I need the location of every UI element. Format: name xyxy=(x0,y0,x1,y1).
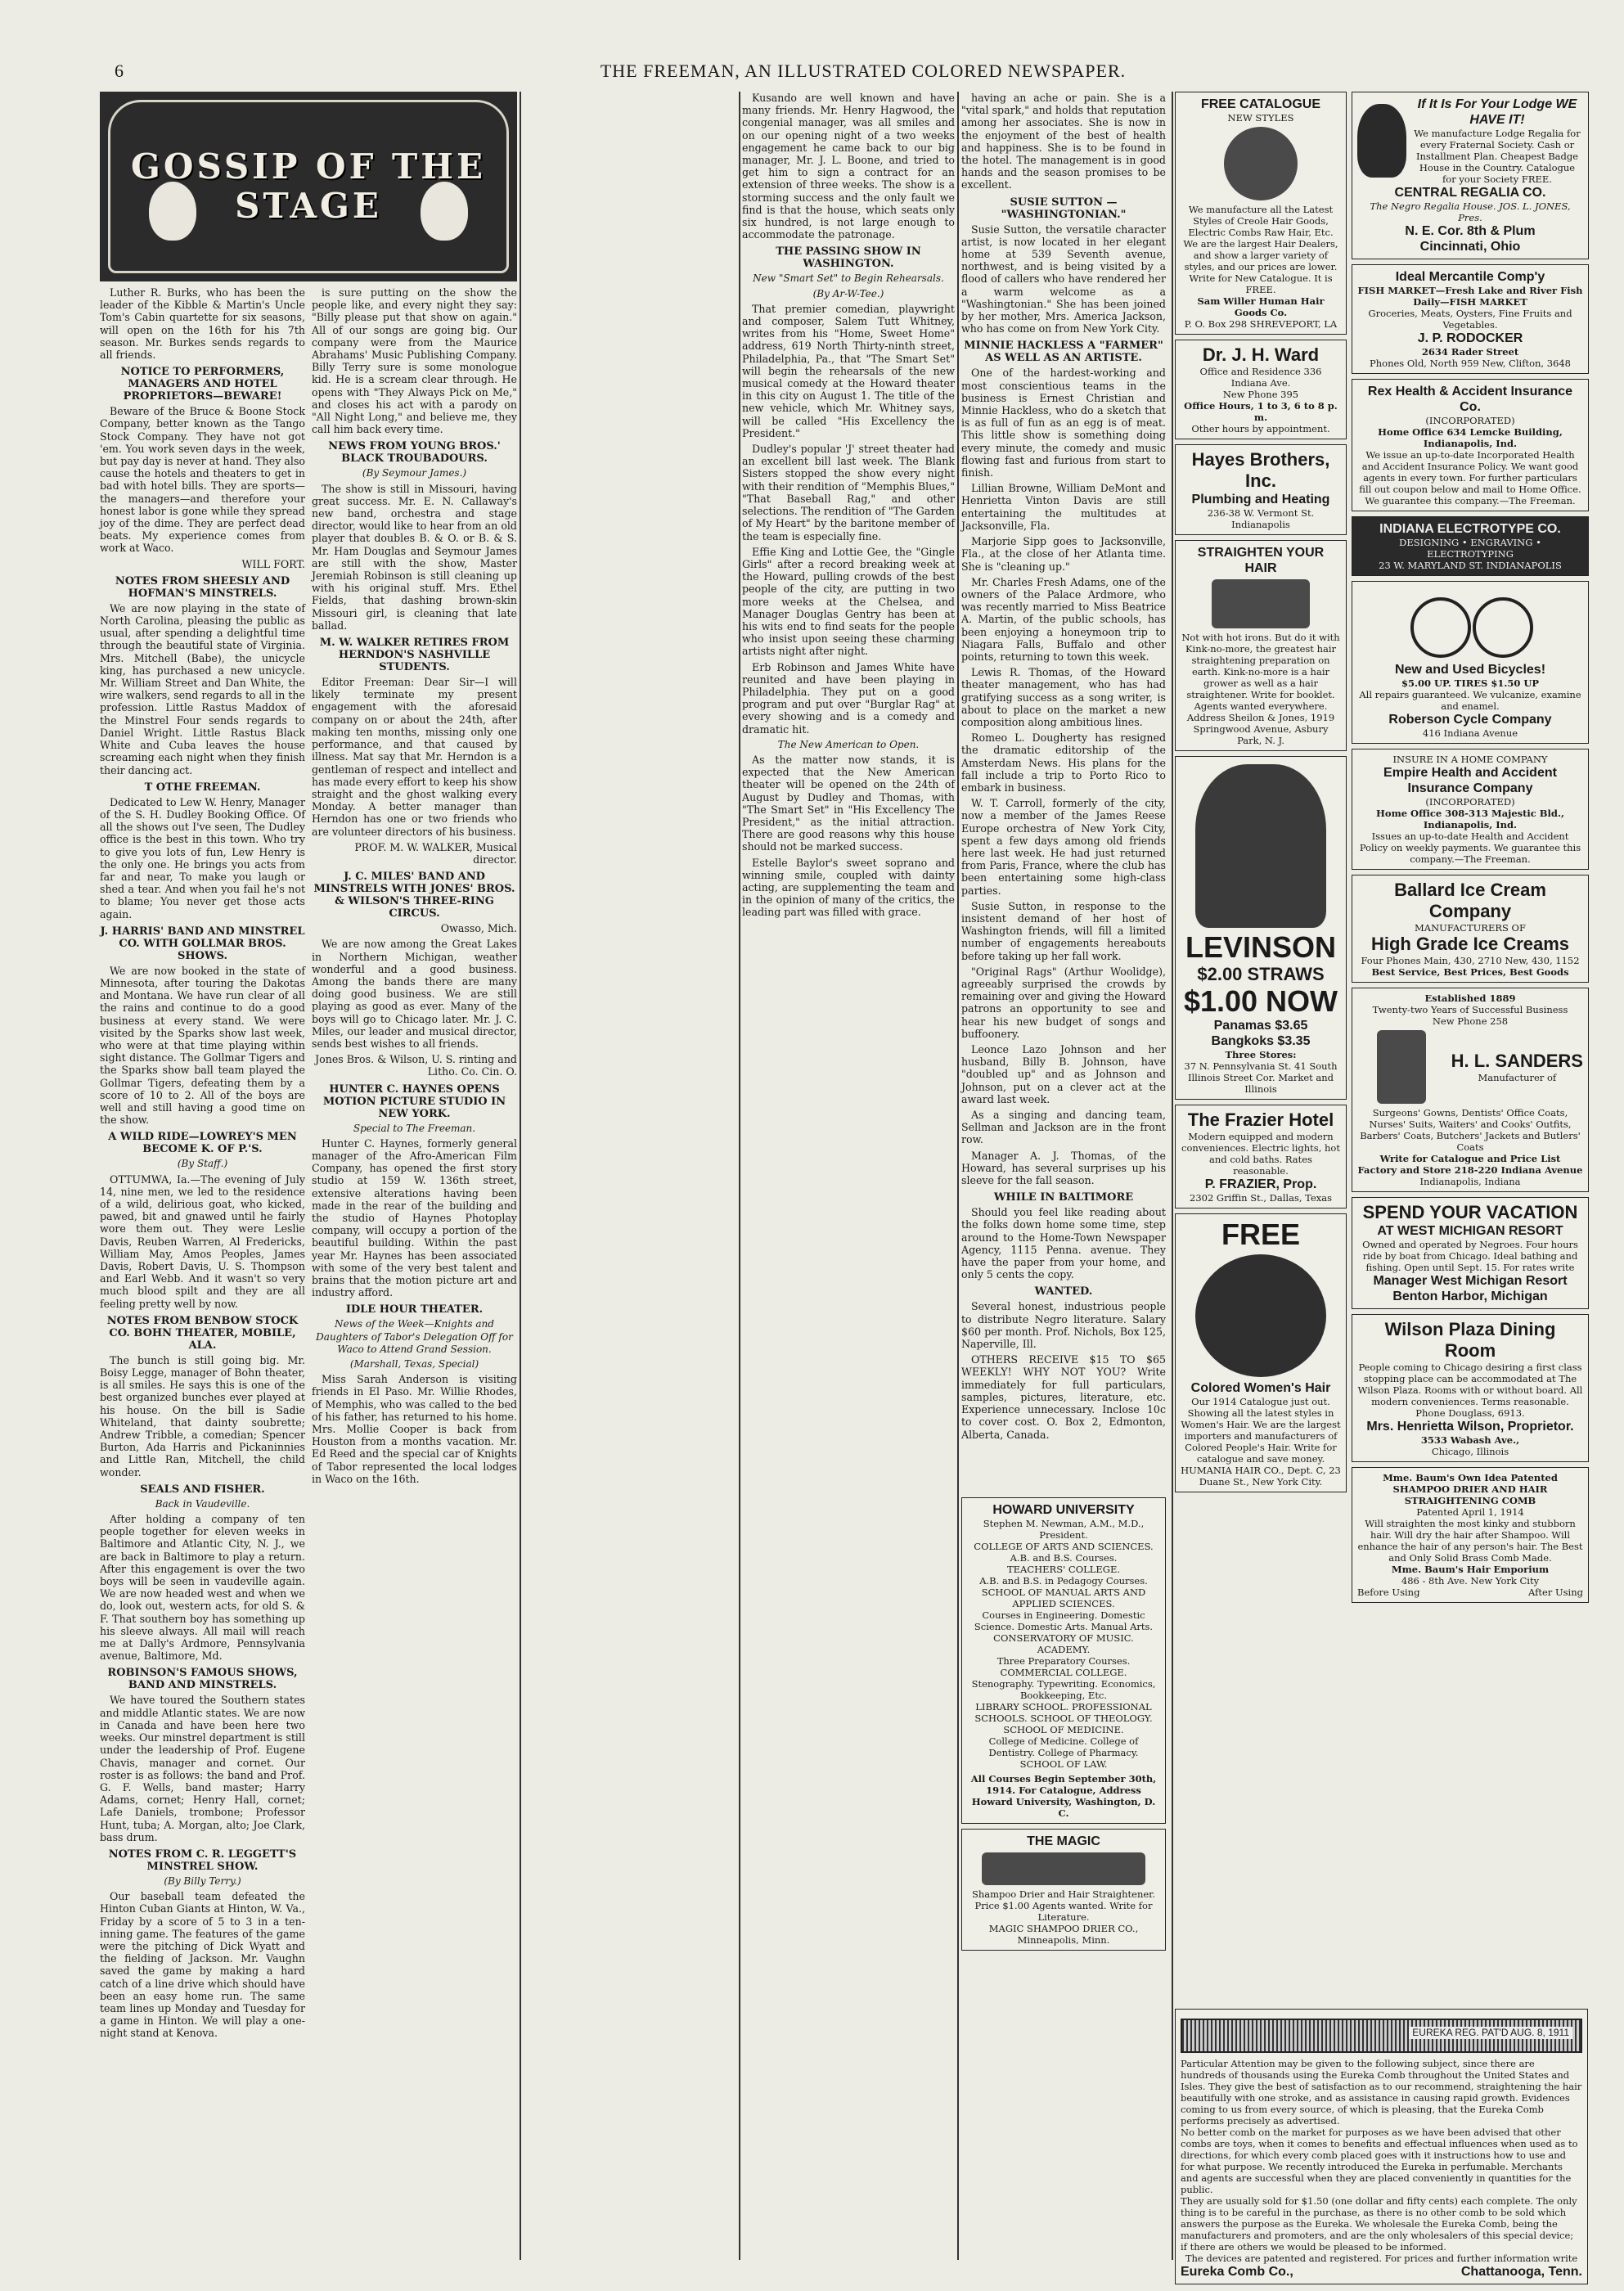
article-body: Editor Freeman: Dear Sir—I will likely terminate my present engagement with the aforesaid company on or about the 24th, after making ten months, missing only one performance, and that caused by illness. Mat say that Mr. Herndon is a gentleman of respect and intellect and has made every effort to keep his show straight and the ghost walking every Monday. A better manager than Herndon has one or two friends who are volunteer directors of his business. xyxy=(312,676,517,838)
ad-text: Groceries, Meats, Oysters, Fine Fruits and Vegetables. xyxy=(1368,308,1572,331)
eureka-comb-section xyxy=(1175,2009,1588,2279)
ad-patent: The devices are patented and registered. For prices and further information write xyxy=(1185,2253,1578,2264)
ad-title: INDIANA ELECTROTYPE CO. xyxy=(1379,522,1561,536)
article-lead: having an ache or pain. She is a "vital spark," and holds that reputation among her associates. She is now in the enjoyment of the best of health and happiness. She is to be found in the hotel. The management is in good hands and the season promises to be excellent. xyxy=(961,92,1166,191)
article-body: Estelle Baylor's sweet soprano and winning smile, coupled with dainty acting, are supplementing the team and in the opinion of many of the critics, the leading part was filled with grace. xyxy=(742,856,955,919)
ballard-ice-cream-ad xyxy=(1352,875,1589,983)
frazier-hotel-ad xyxy=(1175,1105,1347,1209)
ad-city: Benton Harbor, Michigan xyxy=(1392,1290,1548,1304)
ad-text: They are usually sold for $1.50 (one dollar and fifty cents) each complete. The only thing is to be careful in the purchase, as there is no other comb to be sold which answers the purpose as the Eureka. We wholesale the Eureka Comb, being the manufacturers and promoters, and are the only wholesalers of this special device; if there are others we would be pleased to be informed. xyxy=(1181,2195,1577,2253)
ad-address: Office and Residence 336 Indiana Ave. xyxy=(1199,366,1322,389)
ad-text: Shampoo Drier and Hair Straightener. Price $1.00 Agents wanted. Write for Literature. xyxy=(971,1888,1156,1923)
ad-footer: All Courses Begin September 30th, 1914. For Catalogue, Address Howard University, Washington, D. C. xyxy=(970,1773,1157,1819)
sanders-uniforms-ad xyxy=(1352,988,1589,1192)
magic-shampoo-ad xyxy=(961,1829,1166,1951)
ad-text: Surgeons' Gowns, Dentists' Office Coats, Nurses' Suits, Waiters' and Cooks' Outfits, Barbers' Coats, Butchers' Jackets and Butlers' Coats xyxy=(1360,1107,1581,1154)
ad-subtitle: AT WEST MICHIGAN RESORT xyxy=(1377,1224,1563,1239)
ad-address: 37 N. Pennsylvania St. 41 South Illinois Street Cor. Market and Illinois xyxy=(1184,1060,1338,1095)
comb-label: EUREKA REG. PAT'D AUG. 8, 1911 xyxy=(1409,2027,1572,2039)
ad-company: CENTRAL REGALIA CO. xyxy=(1394,186,1546,200)
article-body: Susie Sutton, in response to the insistent demand of her host of Washington friends, will fill a limited number of engagements hereabouts before taking up her fall work. xyxy=(961,899,1166,962)
headline: NOTES FROM SHEESLY AND HOFMAN'S MINSTRELS. xyxy=(115,574,290,600)
indiana-electrotype-ad xyxy=(1352,516,1589,576)
ads-col-b xyxy=(1352,92,1589,2260)
gossip-section xyxy=(100,92,517,2260)
ad-address: P. O. Box 298 SHREVEPORT, LA xyxy=(1184,318,1338,330)
ad-text: Other hours by appointment. xyxy=(1191,423,1330,434)
headline: NOTES FROM BENBOW STOCK CO. BOHN THEATER, MOBILE, ALA. xyxy=(106,1314,299,1352)
ad-company: MAGIC SHAMPOO DRIER CO., Minneapolis, Minn. xyxy=(988,1923,1139,1946)
subhead: Special to The Freeman. xyxy=(353,1122,476,1134)
headline: ROBINSON'S FAMOUS SHOWS, BAND AND MINSTRELS. xyxy=(107,1667,298,1692)
bicycle-icon xyxy=(1409,586,1532,659)
column-4-ads-bottom xyxy=(961,1497,1166,2258)
article-body: We are now booked in the state of Minnesota, after touring the Dakotas and Montana. We have run clear of all the rains and continue to do a good business at every stand. We were visited by the Sparks show last week, who were at that time playing within sight distance. The Gollmar Tigers and the Sparks show ball team played the Gollmar Tigers, defeating them by a score of 10 to 2. All of the boys are well and still having a good time on the show. xyxy=(100,964,305,1127)
article-body: Our baseball team defeated the Hinton Cuban Giants at Hinton, W. Va., Friday by a score of 5 to 3 in a ten-inning game. The features of the game were the pitching of Dick Wyatt and the fielding of Jackson. Mr. Vaughn saved the game by making a hard catch of a line drive which should have been an easy home run. The same team lines up Monday and Tuesday for a game in Hinton. We will play a one-night stand at Kenova. xyxy=(100,1890,305,2040)
banner-title: GOSSIP OF THE STAGE xyxy=(130,146,487,226)
ad-title: H. L. SANDERS xyxy=(1451,1051,1583,1072)
subhead: The New American to Open. xyxy=(777,738,920,750)
ad-caption: Colored Women's Hair xyxy=(1190,1381,1331,1395)
ad-hours: Office Hours, 1 to 3, 6 to 8 p. m. xyxy=(1184,400,1338,423)
article-body: We have toured the Southern states and middle Atlantic states. We are now in Canada and have been here two weeks. Our minstrel department is still under the leadership of Prof. Eugene Chavis, manager and cornet. Our roster is as follows: the band and Prof. G. F. Wells, band master; Harry Adams, cornet; Henry Hall, cornet; Lafe Daniels, trombone; Professor Hunt, tuba; A. Morgan, alto; Joe Clark, bass drum. xyxy=(100,1694,305,1843)
free-hair-ad xyxy=(1175,1213,1347,1492)
dateline: Owasso, Mich. xyxy=(440,922,517,935)
ad-city: Chattanooga, Tenn. xyxy=(1460,2265,1582,2279)
woman-hair-portrait-icon xyxy=(1195,1254,1326,1377)
ad-product: High Grade Ice Creams xyxy=(1370,934,1570,955)
ad-title: Mme. Baum's Own Idea Patented xyxy=(1383,1472,1558,1484)
ad-line: COMMERCIAL COLLEGE. xyxy=(1000,1667,1127,1678)
levinson-hats-ad xyxy=(1175,756,1347,1100)
straighten-hair-ad xyxy=(1175,540,1347,751)
headline: SUSIE SUTTON — "WASHINGTONIAN." xyxy=(1001,196,1127,221)
ad-title: Ideal Mercantile Comp'y xyxy=(1395,270,1545,284)
ad-line: COLLEGE OF ARTS AND SCIENCES. xyxy=(974,1541,1154,1552)
article-body: Romeo L. Dougherty has resigned the dramatic editorship of the Amsterdam News. His plans for the fall include a trip to Porto Rico to embark in business. xyxy=(961,731,1166,794)
ad-text: Will straighten the most kinky and stubborn hair. Will dry the hair after Shampoo. Will enhance the hair of any person's hair. The Best and Only Solid Brass Comb Made. xyxy=(1357,1518,1583,1564)
ad-subtitle: MANUFACTURERS OF xyxy=(1415,922,1526,934)
headline: T OTHE FREEMAN. xyxy=(144,781,261,794)
ad-line: Three Preparatory Courses. xyxy=(996,1655,1131,1667)
ad-line: CONSERVATORY OF MUSIC. ACADEMY. xyxy=(993,1632,1134,1655)
article-body: Lewis R. Thomas, of the Howard theater management, who has had gratifying success as a song writer, is about to place on the market a new composition along ambitious lines. xyxy=(961,666,1166,728)
subhead: Back in Vaudeville. xyxy=(155,1497,250,1510)
ad-address: N. E. Cor. 8th & Plum xyxy=(1405,224,1536,238)
column-3 xyxy=(742,92,955,2260)
headline: HUNTER C. HAYNES OPENS MOTION PICTURE STUDIO IN NEW YORK. xyxy=(322,1082,506,1120)
article-body: Mr. Charles Fresh Adams, one of the owners of the Palace Ardmore, who was recently married to Miss Beatrice A. Martin, of the public schools, has been enjoying a honeymoon trip to Niagara Falls, Buffalo and other points, returning to town this week. xyxy=(961,575,1166,663)
ad-kicker: INSURE IN A HOME COMPANY xyxy=(1392,754,1548,766)
article-body: "Original Rags" (Arthur Woolidge), agreeably surprised the crowds by remaining over and giving the Howard patrons an opportunity to see and hear his new budget of songs and buffoonery. xyxy=(961,965,1166,1040)
ad-guarantee: We guarantee this company.—The Freeman. xyxy=(1365,495,1576,506)
ad-price-new: $1.00 NOW xyxy=(1183,984,1338,1018)
ad-subtitle: Plumbing and Heating xyxy=(1191,493,1330,506)
headline: WANTED. xyxy=(1034,1285,1093,1299)
ad-office: Home Office 634 Lemcke Building, Indianapolis, Ind. xyxy=(1378,426,1563,449)
column-rule xyxy=(520,92,521,2260)
ad-title: Hayes Brothers, Inc. xyxy=(1191,449,1330,491)
after-label: After Using xyxy=(1528,1587,1583,1599)
ad-text: People coming to Chicago desiring a first class stopping place can be accommodated at The Wilson Plaza. Rooms with or without board. All modern conveniences. Terms reasonable. Phone Douglass, 6913. xyxy=(1357,1362,1583,1420)
empire-insurance-ad xyxy=(1352,749,1589,870)
article-body: Lillian Browne, William DeMont and Henrietta Vinton Davis are still entertaining the multitudes at Jacksonville, Fla. xyxy=(961,482,1166,532)
ad-text: We manufacture Lodge Regalia for every Fraternal Society. Cash or Installment Plan. Cheapest Badge House in the Country. Catalogue for your Society FREE. xyxy=(1414,128,1581,185)
ad-catalogue: Write for Catalogue and Price List xyxy=(1379,1153,1561,1165)
ad-address: 2634 Rader Street xyxy=(1421,346,1519,358)
ad-text: We manufacture all the Latest Styles of Creole Hair Goods, Electric Combs Raw Hair, Etc. We are the largest Hair Dealers, and show a larger variety of styles, and our prices are lower. Write for New Catalogue. It is FREE. xyxy=(1183,204,1338,295)
drier-illustration-icon xyxy=(982,1852,1145,1885)
ad-line: LIBRARY SCHOOL. PROFESSIONAL SCHOOLS. SCHOOL OF THEOLOGY. SCHOOL OF MEDICINE. xyxy=(974,1701,1153,1735)
masthead xyxy=(115,59,1579,83)
dateline: (Marshall, Texas, Special) xyxy=(349,1358,479,1371)
headline: J. HARRIS' BAND AND MINSTREL CO. WITH GOLLMAR BROS. SHOWS. xyxy=(100,925,305,962)
bicycles-ad xyxy=(1352,581,1589,744)
ad-title: Empire Health and Accident Insurance Company xyxy=(1383,766,1557,796)
article-body: Dudley's popular 'J' street theater had an excellent bill last week. The Blank Sisters stopped the show every night with their rendition of "Memphis Blues," "That Baseball Rag," and other selections. The rendition of "The Garden of My Heart" by the baritone member of the team is especially fine. xyxy=(742,443,955,542)
ad-title: Rex Health & Accident Insurance Co. xyxy=(1367,385,1573,414)
article-body: OTTUMWA, Ia.—The evening of July 14, nine men, we led to the residence of a wild, delirious goat, who kicked, pawed, bit and gnawed until he fairly wore them out. They were Leslie Davis, Reuben Warren, Al Fredericks, William May, Amos Peoples, James Davis, Robert Davis, U. S. Thompson and Earl Webb. And it wasn't so very much blood spilt and they are all feeling pretty well by now. xyxy=(100,1173,305,1310)
ad-text: Stephen M. Newman, A.M., M.D., President. xyxy=(983,1518,1145,1541)
rex-insurance-ad xyxy=(1352,379,1589,511)
byline: (By Ar-W-Tee.) xyxy=(812,287,884,299)
ad-price: $5.00 UP. TIRES $1.50 UP xyxy=(1401,677,1540,690)
subhead: News of the Week—Knights and Daughters of Tabor's Delegation Off for Waco to Attend Grand Session. xyxy=(316,1318,513,1355)
ad-tagline: Best Service, Best Prices, Best Goods xyxy=(1371,966,1569,979)
ad-subtitle: The Negro Regalia House. JOS. L. JONES, Pres. xyxy=(1370,200,1571,223)
page-number: 6 xyxy=(115,61,124,81)
hair-bun-illustration-icon xyxy=(1224,127,1298,200)
ad-owner: J. P. RODOCKER xyxy=(1417,331,1523,345)
ad-line: College of Medicine. College of Dentistry. College of Pharmacy. SCHOOL OF LAW. xyxy=(988,1735,1139,1770)
byline: (By Staff.) xyxy=(177,1158,228,1170)
article-body: Several honest, industrious people to distribute Negro literature. Salary $60 per month. Prof. Nichols, Box 125, Naperville, Ill. xyxy=(961,1300,1166,1351)
signature: Jones Bros. & Wilson, U. S. rinting and Litho. Co. Cin. O. xyxy=(315,1053,517,1078)
ads-col-a xyxy=(1175,92,1347,2260)
ad-address: 486 - 8th Ave. New York City xyxy=(1401,1575,1540,1587)
ad-text: Particular Attention may be given to the following subject, since there are hundreds of thousands using the Eureka Comb throughout the United States and Isles. They give the best of satisfaction as to our recommend, straightening the hair beautifully with one stroke, and as assistance in causing rapid growth. Evidences coming to us from every source, of which is pleasing, that the Eureka Comb performs precisely as advertised. xyxy=(1181,2058,1582,2127)
ad-text: Issues an up-to-date Health and Accident Policy on weekly payments. We guarantee this company.—The Freeman. xyxy=(1359,830,1581,866)
ad-product: SHAMPOO DRIER AND HAIR STRAIGHTENING COMB xyxy=(1392,1483,1548,1507)
ad-years: Twenty-two Years of Successful Business xyxy=(1372,1004,1568,1016)
ad-address: Address Sheilon & Jones, 1919 Springwood Avenue, Asbury Park, N. J. xyxy=(1186,712,1335,746)
article-body: As a singing and dancing team, Sellman and Jackson are in the front row. xyxy=(961,1109,1166,1146)
ad-city: Chicago, Illinois xyxy=(1431,1446,1509,1458)
ad-company: Eureka Comb Co., xyxy=(1181,2265,1293,2279)
article-body: The bunch is still going big. Mr. Boisy Legge, manager of Bohn theater, is all smiles. He says this is one of the best organized bunches ever played at his house. On the bill is Sadie Whiteland, that dainty soubrette; Andrew Tribble, a comedian; Spencer Burton, Ada Harris and Pickaninnies and Little Ran, Mitchell, the child wonder. xyxy=(100,1353,305,1479)
ad-text: Three Stores: xyxy=(1225,1049,1297,1060)
ad-title: HOWARD UNIVERSITY xyxy=(992,1503,1135,1517)
ad-title: LEVINSON xyxy=(1185,930,1337,964)
ad-city: Indianapolis, Indiana xyxy=(1419,1176,1521,1188)
article-lead: is sure putting on the show the people like, and every night they say: "Billy please put that show on again." All of our songs are going big. Our company were from the Maurice Abrahams' Music Publishing Company. Billy Terry sure is some monologue kid. He is a scream clear through. He opens with "They Always Pick on Me," and closes his act with a parody on "All Night Long," and believe me, they call him back every time. xyxy=(312,286,517,436)
article-body: Effie King and Lottie Gee, the "Gingle Girls" after a record breaking week at the Howard, pulling crowds of the best people of the city, are putting in two more weeks at the Chelsea, and Manager Douglas Gentry has been at his wits end to find seats for the people who insist upon seeing these charming artists night after night. xyxy=(742,545,955,658)
ad-manager: Manager West Michigan Resort xyxy=(1373,1274,1568,1289)
headline: M. W. WALKER RETIRES FROM HERNDON'S NASHVILLE STUDENTS. xyxy=(319,637,510,674)
ad-title: Ballard Ice Cream Company xyxy=(1394,880,1546,922)
ad-price: Panamas $3.65 xyxy=(1213,1019,1308,1033)
howard-university-ad xyxy=(961,1497,1166,1824)
article-lead: Luther R. Burks, who has been the leader of the Kibble & Martin's Uncle Tom's Cabin quartette for six seasons, will open on the 16th for his 7th season. Mr. Burkes sends regards to all friends. xyxy=(100,286,305,362)
ad-line: A.B. and B.S. in Pedagogy Courses. xyxy=(979,1575,1148,1587)
ideal-mercantile-ad xyxy=(1352,264,1589,374)
article-body: Manager A. J. Thomas, of the Howard, has several surprises up his sleeve for the fall season. xyxy=(961,1149,1166,1187)
ad-title: If It Is For Your Lodge WE HAVE IT! xyxy=(1417,97,1577,127)
article-body: After holding a company of ten people together for eleven weeks in Baltimore and Atlantic City, N. J., we are back in Baltimore to play a return. After this engagement is over the two boys will be seen in vaudeville again. We are now headed west and when we do, look out, western acts, for old S. & F. That southern boy has something up his sleeve always. All mail will reach me at Dally's Ardmore, Pennsylvania avenue, Baltimore, Md. xyxy=(100,1513,305,1663)
ad-line: Stenography. Typewriting. Economics, Bookkeeping, Etc. xyxy=(971,1678,1156,1701)
article-body: Susie Sutton, the versatile character artist, is now located in her elegant home at 539 Seventh avenue, northwest, and is being visited by a flood of callers who have rendered her a warm welcome as a "Washingtonian." She has been joined by her mother, Mrs. America Jackson, who has come on from New York City. xyxy=(961,223,1166,335)
subhead: New "Smart Set" to Begin Rehearsals. xyxy=(753,272,944,285)
headline: A WILD RIDE—LOWREY'S MEN BECOME K. OF P.'S. xyxy=(108,1131,297,1156)
masked-figure-icon xyxy=(1357,104,1406,178)
ad-line: SCHOOL OF MANUAL ARTS AND APPLIED SCIENCES. xyxy=(981,1587,1146,1609)
coat-illustration-icon xyxy=(1377,1030,1426,1104)
ad-title: Wilson Plaza Dining Room xyxy=(1384,1319,1556,1362)
ad-company: Mme. Baum's Hair Emporium xyxy=(1391,1564,1550,1576)
ad-phone: New Phone 258 xyxy=(1432,1015,1509,1028)
article-body: Miss Sarah Anderson is visiting friends in El Paso. Mr. Willie Rhodes, of Memphis, who was called to the bed of his father, has returned to his home. Mrs. Mollie Cooper is back from Houston from a months vacation. Mr. Ed Reed and the special car of Knights of Tabor represented the local lodges in Waco on the 16th. xyxy=(312,1373,517,1485)
headline: WHILE IN BALTIMORE xyxy=(993,1191,1134,1204)
west-michigan-resort-ad xyxy=(1352,1197,1589,1309)
central-regalia-ad xyxy=(1352,92,1589,259)
ad-text: Not with hot irons. But do it with Kink-no-more, the greatest hair straightening preparation on earth. Kink-no-more is a hair grower as well as a hair straightener. Write for booklet. Agents wanted everywhere. xyxy=(1181,632,1340,712)
man-in-straw-hat-icon xyxy=(1195,764,1326,928)
ad-address: 3533 Wabash Ave., xyxy=(1420,1434,1520,1447)
signature: PROF. M. W. WALKER, Musical director. xyxy=(354,840,517,866)
ad-company: Roberson Cycle Company xyxy=(1388,713,1552,727)
ad-title: STRAIGHTEN YOUR HAIR xyxy=(1197,546,1325,575)
ad-established: Established 1889 xyxy=(1424,992,1516,1005)
ad-proprietor: Mrs. Henrietta Wilson, Proprietor. xyxy=(1366,1420,1574,1434)
headline: NOTICE TO PERFORMERS, MANAGERS AND HOTEL PROPRIETORS—BEWARE! xyxy=(120,366,285,403)
ad-title: Dr. J. H. Ward xyxy=(1202,344,1320,365)
article-body: W. T. Carroll, formerly of the city, now a member of the James Reese Europe orchestra of New York City, spent a few days among old friends here last week. He had just returned from Paris, France, where the club has been entertaining some high-class parties. xyxy=(961,797,1166,897)
before-label: Before Using xyxy=(1357,1587,1420,1599)
free-catalogue-ad xyxy=(1175,92,1347,335)
ad-phone: Four Phones Main, 430, 2710 New, 430, 1152 xyxy=(1361,955,1580,967)
ad-address: 2302 Griffin St., Dallas, Texas xyxy=(1190,1192,1332,1204)
article-body: OTHERS RECEIVE $15 TO $65 WEEKLY! WHY NOT YOU? Write immediately for full particulars, samples, pictures, literature, etc. Experience unnecessary. Inclose 10c to cover cost. O. Box 2, Edmonton, Alberta, Canada. xyxy=(961,1353,1166,1441)
ad-price-old: $2.00 STRAWS xyxy=(1197,964,1325,984)
ad-subtitle: (INCORPORATED) xyxy=(1425,796,1515,808)
ad-line: TEACHERS' COLLEGE. xyxy=(1006,1564,1121,1575)
ad-text: Our 1914 Catalogue just out. Showing all the latest styles in Women's Hair. We are the largest importers and manufacturers of Colored People's Hair. Write for catalogue and save money. HUMANIA HAIR CO., Dept. C, 23 Duane St., New York City. xyxy=(1181,1396,1341,1488)
ad-phone: Phones Old, North 959 New, Clifton, 3648 xyxy=(1370,358,1571,369)
signature: WILL FORT. xyxy=(241,557,305,570)
ad-text: Owned and operated by Negroes. Four hours ride by boat from Chicago. Ideal bathing and fishing. Open until Sept. 15. For rates write xyxy=(1362,1239,1578,1274)
ad-address: Factory and Store 218-220 Indiana Avenue xyxy=(1357,1164,1583,1177)
dr-ward-ad xyxy=(1175,340,1347,439)
comb-illustration-icon xyxy=(1181,2019,1582,2053)
article-body: Beware of the Bruce & Boone Stock Company, better known as the Tango Stock Company. They have not got 'em. You work seven days in the week, but pay day is never at hand. They also cause the hotels and theaters to get in bad with hotel bills. They are sports—the managers—and therefore your honest labor is gone while they spread joy of the dime. They are perfect dead beats. My experience comes from work at Waco. xyxy=(100,405,305,555)
ad-text: Modern equipped and modern conveniences. Electric lights, hot and cold baths. Rates reasonable. xyxy=(1181,1131,1340,1177)
wilson-plaza-ad xyxy=(1352,1314,1589,1462)
byline: (By Seymour James.) xyxy=(362,467,467,479)
ad-address: 23 W. MARYLAND ST. INDIANAPOLIS xyxy=(1379,560,1562,571)
column-rule xyxy=(739,92,740,2260)
ad-subtitle: (INCORPORATED) xyxy=(1425,415,1515,426)
column-rule xyxy=(1172,92,1173,2260)
article-lead: Kusando are well known and have many friends. Mr. Henry Hagwood, the congenial manager, was all smiles and on our opening night of a two weeks engagement he came back to our big manager, Mr. J. L. Boone, and tried to get him to sign a contract for an extension of three weeks. The show is a storming success and the only fault we find is that the house, which seats only six hundred, is not large enough to accommodate the patronage. xyxy=(742,92,955,241)
article-body: That premier comedian, playwright and composer, Salem Tutt Whitney, writes from his "Home, Sweet Home" address, 619 North Thirty-ninth street, Philadelphia, Pa., that "The Smart Set" will begin the rehearsals of the new musical comedy at the Howard theater in this city on August 1. The title of the new vehicle, which Mr. Whitney says, will be called "His Excellency the President." xyxy=(742,302,955,439)
gossip-banner xyxy=(100,92,517,281)
article-body: Leonce Lazo Johnson and her husband, Billy B. Johnson, have "doubled up" and as Johnson and Johnson, put on a clever act at the award last week. xyxy=(961,1043,1166,1105)
headline: NOTES FROM C. R. LEGGETT'S MINSTREL SHOW. xyxy=(108,1848,297,1873)
headline: J. C. MILES' BAND AND MINSTRELS WITH JONES' BROS. & WILSON'S THREE-RING CIRCUS. xyxy=(313,871,515,920)
article-body: We are now playing in the state of North Carolina, pleasing the public as usual, after spending a delightful time through the beautiful state of Virginia. Mrs. Mitchell (Babe), the unicycle king, has purchased a new unicycle. Mr. William Street and Dan White, the wire walkers, send regards to all in the profession. Little Rastus Maddox of the Minstrel Four sends regards to Daniel Wright. Little Rastus Black White and Cuba leaves the house screaming each night when they finish their dancing act. xyxy=(100,601,305,776)
ad-phone: New Phone 395 xyxy=(1222,389,1299,400)
ad-price: Bangkoks $3.35 xyxy=(1211,1034,1311,1048)
article-body: Should you feel like reading about the folks down home some time, step around to the Home-Town Newspaper Agency, 1115 Penna. avenue. They have the paper from your home, and only 5 cents the copy. xyxy=(961,1206,1166,1281)
headline: THE PASSING SHOW IN WASHINGTON. xyxy=(776,245,921,271)
article-body: Erb Robinson and James White have reunited and have been playing in Philadelphia. They put on a good program and put over "Burglar Rag" at every showing and is a comedy and dramatic hit. xyxy=(742,660,955,736)
article-body: Dedicated to Lew W. Henry, Manager of the S. H. Dudley Booking Office. Of all the shows out I've seen, The Dudley office is the best in this town. Who try to give you lots of fun, Lew Henry is the only one. He brings you acts from far and near, To make you laugh or shed a tear. And when you fail he's not to blame; You never get those acts again. xyxy=(100,795,305,920)
ad-address: 236-38 W. Vermont St. Indianapolis xyxy=(1207,507,1315,530)
article-body: One of the hardest-working and most conscientious teams in the business is Ernest Christian and Minnie Hackless, who do a sketch that is as full of fun as an egg is of meat. This little show is something doing every minute, the comedy and music flowing fast and furious from start to finish. xyxy=(961,367,1166,479)
ad-subtitle: DESIGNING • ENGRAVING • ELECTROTYPING xyxy=(1399,537,1541,560)
ad-title: The Frazier Hotel xyxy=(1187,1109,1334,1130)
ad-subtitle: Manufacturer of xyxy=(1478,1072,1557,1084)
column-4 xyxy=(961,92,1166,1483)
ad-subtitle: FISH MARKET—Fresh Lake and River Fish Daily—FISH MARKET xyxy=(1357,285,1583,308)
ad-subtitle: NEW STYLES xyxy=(1227,112,1294,124)
ad-text: We issue an up-to-date Incorporated Health and Accident Insurance Policy. We want good agents in every town. For further particulars fill out coupon below and mail to Home Office. xyxy=(1359,449,1581,495)
column-1a xyxy=(100,286,305,2043)
ad-line: Courses in Engineering. Domestic Science. Domestic Arts. Manual Arts. xyxy=(974,1609,1154,1632)
ad-address: 416 Indiana Avenue xyxy=(1422,727,1518,740)
ad-title: New and Used Bicycles! xyxy=(1394,663,1546,677)
ad-line: A.B. and B.S. Courses. xyxy=(1010,1552,1118,1564)
column-1b xyxy=(312,286,517,2043)
ad-title: FREE CATALOGUE xyxy=(1200,97,1321,111)
hayes-brothers-ad xyxy=(1175,444,1347,535)
ad-proprietor: P. FRAZIER, Prop. xyxy=(1204,1177,1317,1191)
column-rule xyxy=(957,92,959,2260)
ad-company: Sam Willer Human Hair Goods Co. xyxy=(1197,295,1325,318)
ad-patent: Patented April 1, 1914 xyxy=(1416,1506,1524,1519)
headline: IDLE HOUR THEATER. xyxy=(345,1303,484,1317)
article-body: Marjorie Sipp goes to Jacksonville, Fla., at the close of her Atlanta time. She is "cleaning up." xyxy=(961,535,1166,573)
ad-text: No better comb on the market for purposes as we have been advised that other combs are toys, when it comes to benefits and effectual influences when used as to directions, for which every comb placed goes with it instructions how to use and for what purpose. We recently introduced the Eureka in perfumable. Merchants and agents are successful when they are placed conveniently in quantities for the public. xyxy=(1181,2127,1578,2195)
ad-text: All repairs guaranteed. We vulcanize, examine and enamel. xyxy=(1359,689,1581,713)
ad-title: FREE xyxy=(1221,1218,1300,1251)
headline: NEWS FROM YOUNG BROS.' BLACK TROUBADOURS. xyxy=(328,440,501,466)
mme-baum-ad xyxy=(1352,1467,1589,1603)
ad-office: Home Office 308-313 Majestic Bld., Indianapolis, Ind. xyxy=(1376,808,1564,831)
headline: MINNIE HACKLESS A "FARMER" AS WELL AS AN ARTISTE. xyxy=(964,340,1163,365)
article-body: As the matter now stands, it is expected that the New American theater will be opened on the 24th of August by Dudley and Thomas, with "The Smart Set" in "His Excellency The President," as the initial attraction. There are good reasons why this house should not be marked success. xyxy=(742,753,955,853)
ad-title: THE MAGIC xyxy=(1027,1834,1100,1848)
before-after-portrait-icon xyxy=(1212,579,1310,628)
article-body: We are now among the Great Lakes in Northern Michigan, weather wonderful and a good business. Among the bands there are many doing good business. We are still playing as good as ever. Many of the boys will go to Chicago later. Mr. J. C. Miles, our leader and musical director, sends best wishes to all friends. xyxy=(312,938,517,1050)
article-body: The show is still in Missouri, having great success. Mr. E. N. Callaway's new band, orchestra and stage director, would like to hear from an old player that doubles B. & O. or B. & S. Mr. Ham Douglas and Seymour James are still with the show, Master Jeremiah Robinson is still cleaning up with his original stuff. Mrs. Ethel Fields, that dashing brown-skin Missouri girl, is cleaning that late ballad. xyxy=(312,482,517,632)
ad-city: Cincinnati, Ohio xyxy=(1419,240,1521,254)
newspaper-title: THE FREEMAN, AN ILLUSTRATED COLORED NEWSPAPER. xyxy=(600,61,1127,81)
eureka-comb-ad xyxy=(1175,2009,1588,2284)
headline: SEALS AND FISHER. xyxy=(140,1483,265,1496)
article-body: Hunter C. Haynes, formerly general manager of the Afro-American Film Company, has opened the first story studio at 159 W. 136th street, extensive alterations having been made in the rear of the building and the studio of Haynes Photoplay company, will occupy a portion of the beautiful building. Within the past year Mr. Haynes has been associated with some of the very best talent and brains that the motion picture art and industry afford. xyxy=(312,1136,517,1299)
ad-title: SPEND YOUR VACATION xyxy=(1362,1202,1578,1223)
byline: (By Billy Terry.) xyxy=(164,1875,241,1887)
